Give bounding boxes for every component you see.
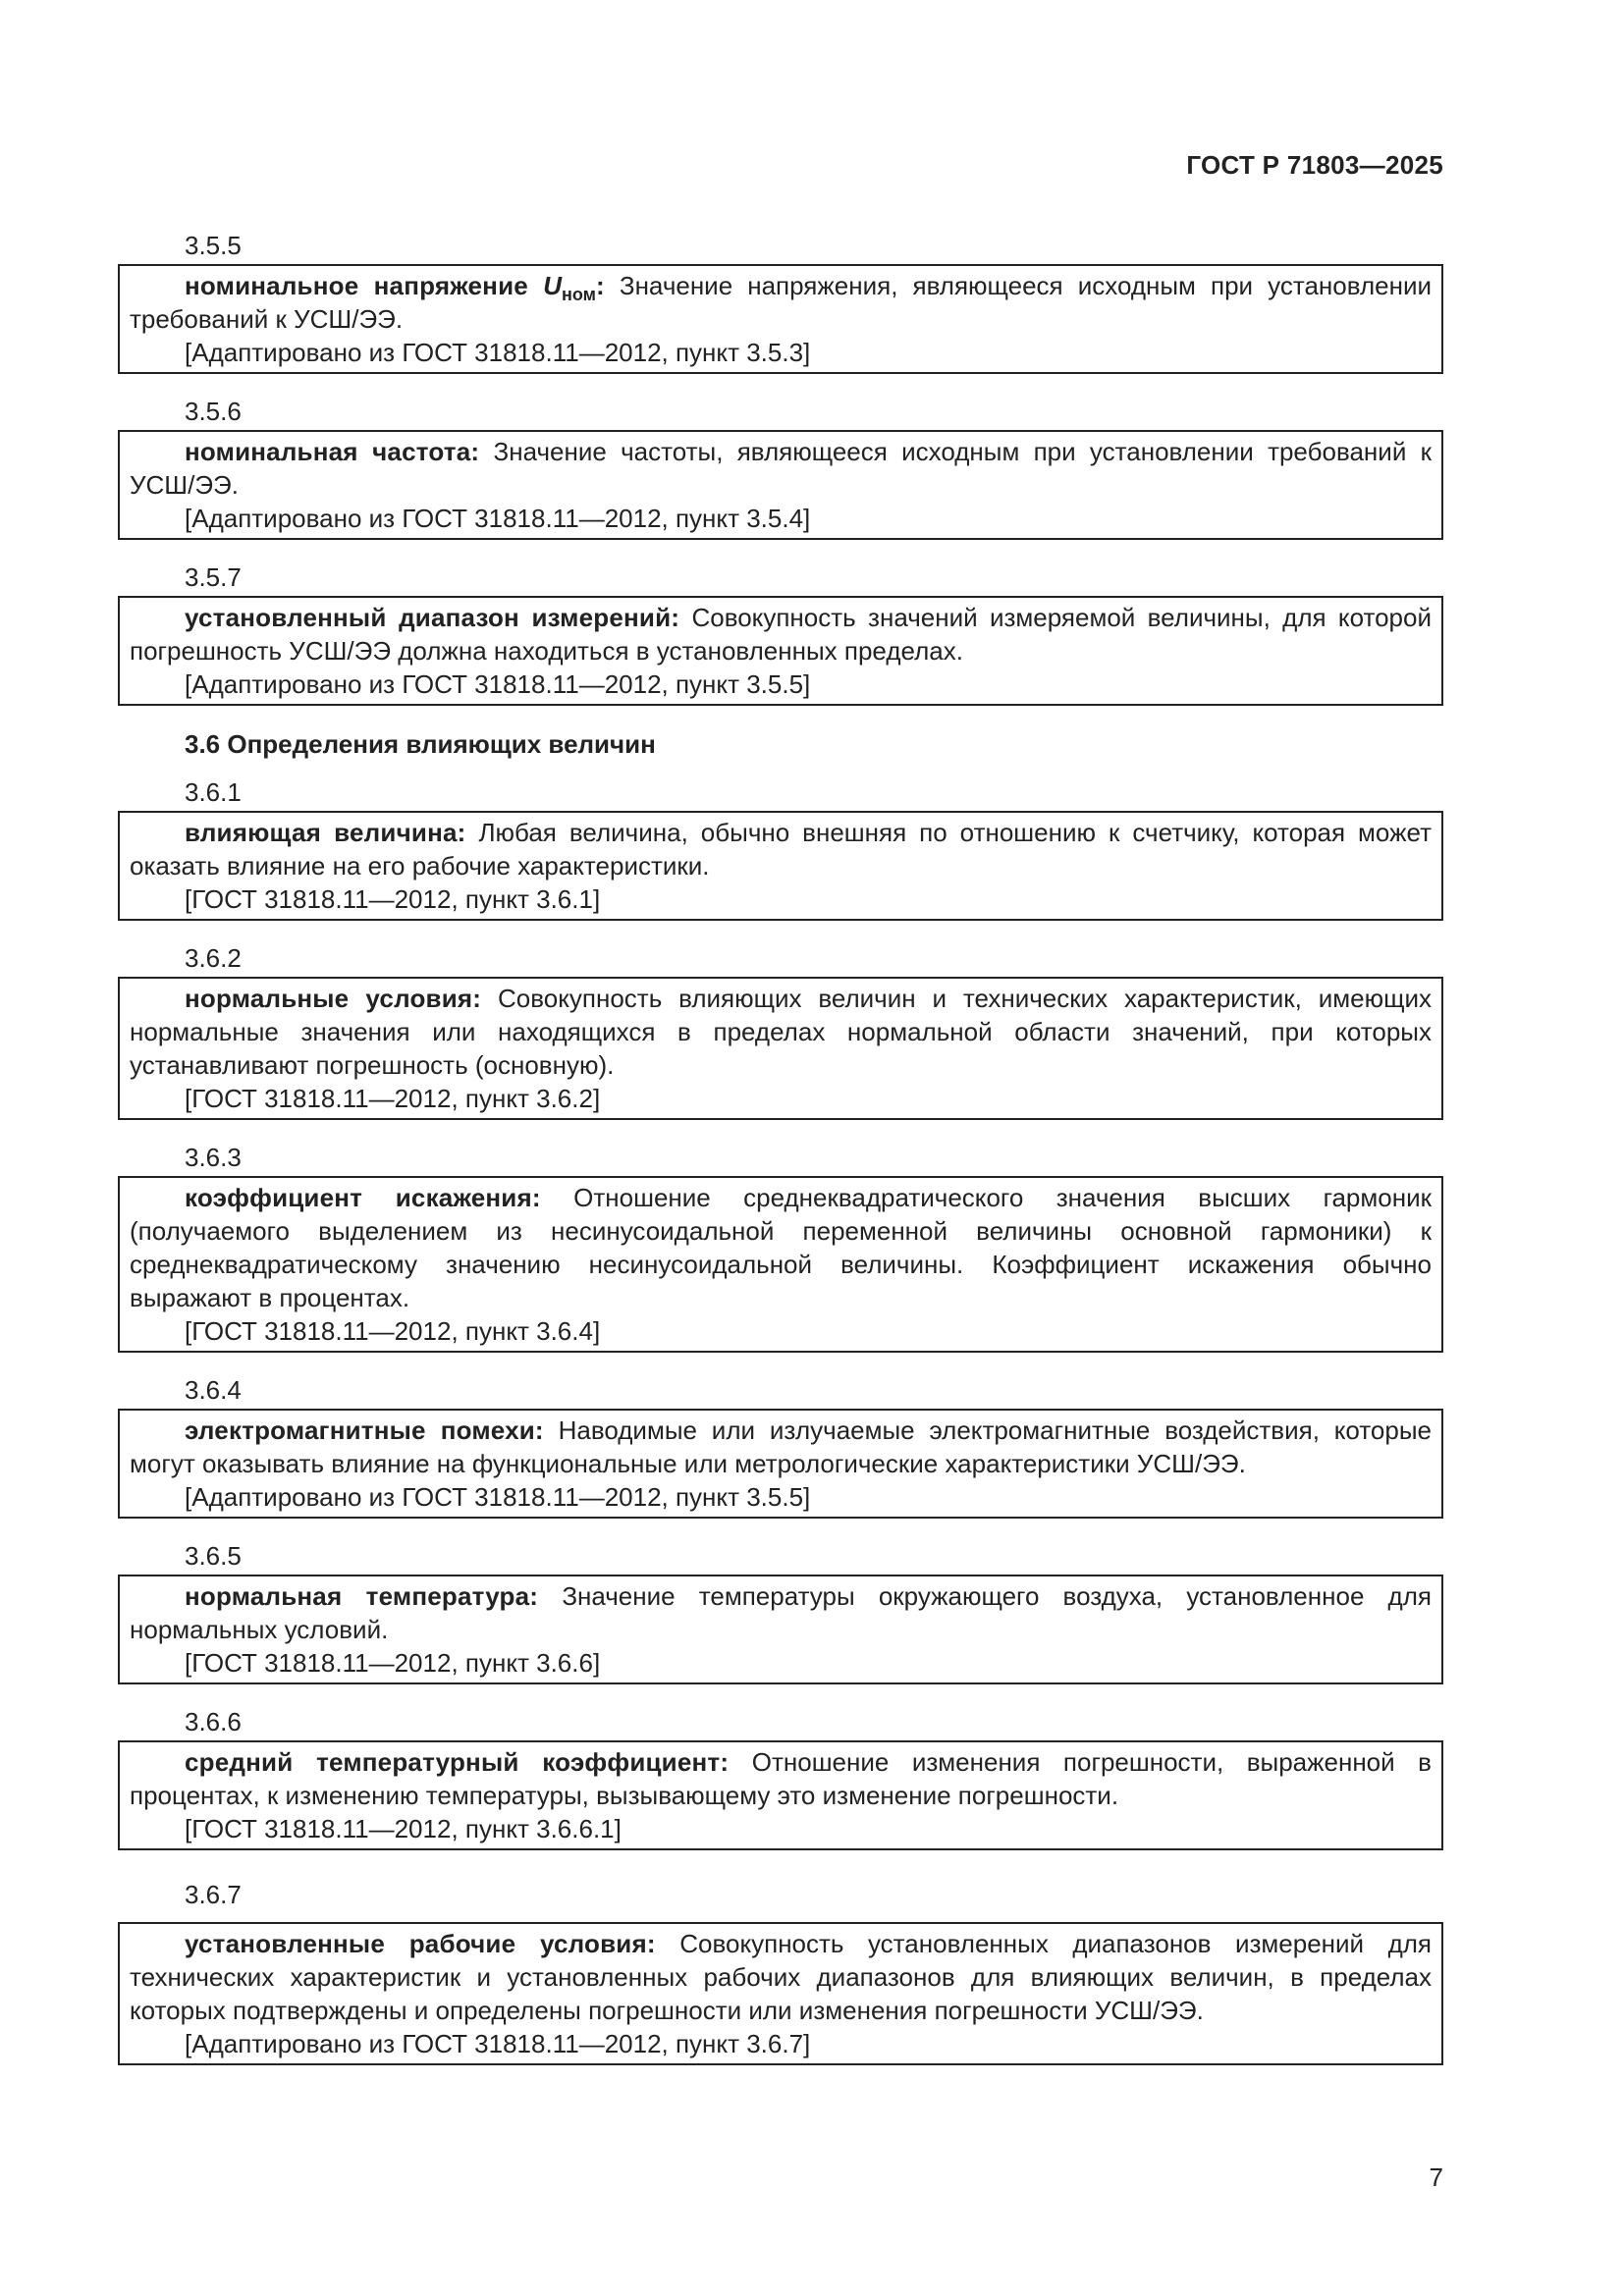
term-definition-box xyxy=(118,596,1443,706)
term-source: [ГОСТ 31818.11—2012, пункт 3.6.6] xyxy=(185,1648,601,1678)
term-source: [Адаптировано из ГОСТ 31818.11—2012, пункт 3.5.4] xyxy=(185,504,811,533)
term-name: номинальное напряжение xyxy=(185,271,544,300)
term-number: 3.6.6 xyxy=(185,1707,242,1736)
page-number: 7 xyxy=(1429,2163,1443,2192)
term-name: номинальная частота: xyxy=(185,437,480,466)
term-number: 3.6.4 xyxy=(185,1375,242,1405)
term-name: коэффициент искажения: xyxy=(185,1183,541,1212)
term-number: 3.6.2 xyxy=(185,943,242,973)
definition-text: Совокупность значений измеряемой величины, для которой погрешность УСШ/ЭЭ должна находиться в установленных пределах. xyxy=(130,603,1432,666)
term-definition xyxy=(130,1181,1432,1314)
term-source: [ГОСТ 31818.11—2012, пункт 3.6.2] xyxy=(185,1084,601,1113)
term-name: нормальные условия: xyxy=(185,984,482,1013)
term-definition xyxy=(130,1579,1432,1646)
term-definition-box xyxy=(118,977,1443,1120)
definition-text: Отношение среднеквадратического значения высших гармоник (получаемого выделением из несинусоидальной переменной величины основной гармоники) к среднеквадратическому значению несинусоидальной величины. Коэффициент искажения обычно выражают в процентах. xyxy=(130,1183,1432,1312)
term-definition xyxy=(130,269,1432,336)
definition-text: Любая величина, обычно внешняя по отношению к счетчику, которая может оказать влияние на его рабочие характеристики. xyxy=(130,818,1432,881)
term-definition-box xyxy=(118,1409,1443,1519)
term-source: [ГОСТ 31818.11—2012, пункт 3.6.4] xyxy=(185,1316,601,1346)
term-number: 3.5.7 xyxy=(185,562,242,592)
term-source: [Адаптировано из ГОСТ 31818.11—2012, пункт 3.6.7] xyxy=(185,2029,811,2058)
term-name: влияющая величина: xyxy=(185,818,466,847)
term-name: установленные рабочие условия: xyxy=(185,1929,656,1958)
term-number: 3.6.1 xyxy=(185,777,242,807)
definition-text: Отношение изменения погрешности, выраженной в процентах, к изменению температуры, вызывающему это изменение погрешности. xyxy=(130,1747,1432,1810)
term-definition xyxy=(130,435,1432,502)
term-definition xyxy=(130,816,1432,882)
term-definition xyxy=(130,1414,1432,1480)
term-number: 3.6.5 xyxy=(185,1541,242,1571)
term-number: 3.5.5 xyxy=(185,231,242,260)
term-definition-box xyxy=(118,264,1443,374)
term-colon: : xyxy=(595,271,605,300)
term-source: [ГОСТ 31818.11—2012, пункт 3.6.1] xyxy=(185,884,601,914)
term-symbol: U xyxy=(543,271,562,300)
term-source: [Адаптировано из ГОСТ 31818.11—2012, пункт 3.5.3] xyxy=(185,338,811,367)
term-name: установленный диапазон измерений: xyxy=(185,603,680,632)
term-number: 3.5.6 xyxy=(185,397,242,426)
definition-text: Значение температуры окружающего воздуха, установленное для нормальных условий. xyxy=(130,1581,1432,1644)
term-source: [Адаптировано из ГОСТ 31818.11—2012, пункт 3.5.5] xyxy=(185,1482,811,1512)
term-definition-box xyxy=(118,430,1443,540)
term-number: 3.6.7 xyxy=(185,1880,242,1909)
term-symbol-subscript: ном xyxy=(561,285,596,304)
section-heading: 3.6 Определения влияющих величин xyxy=(185,729,656,759)
definition-text: Значение частоты, являющееся исходным при установлении требований к УСШ/ЭЭ. xyxy=(130,437,1432,500)
term-source: [ГОСТ 31818.11—2012, пункт 3.6.6.1] xyxy=(185,1814,622,1843)
document-id-header: ГОСТ Р 71803—2025 xyxy=(1186,150,1443,180)
definition-text: Наводимые или излучаемые электромагнитные воздействия, которые могут оказывать влияние на функциональные или метрологические характеристики УСШ/ЭЭ. xyxy=(130,1415,1432,1478)
term-name: электромагнитные помехи: xyxy=(185,1415,544,1445)
definition-text: Значение напряжения, являющееся исходным при установлении требований к УСШ/ЭЭ. xyxy=(130,271,1432,334)
term-definition-box xyxy=(118,811,1443,921)
term-definition xyxy=(130,601,1432,667)
term-definition-box xyxy=(118,1176,1443,1353)
term-definition xyxy=(130,1745,1432,1812)
term-definition xyxy=(130,982,1432,1082)
term-definition-box xyxy=(118,1740,1443,1850)
term-name: средний температурный коэффициент: xyxy=(185,1747,730,1777)
definition-text: Совокупность влияющих величин и технических характеристик, имеющих нормальные значения или находящихся в пределах нормальной области значений, при которых устанавливают погрешность (основную). xyxy=(130,984,1432,1080)
definition-text: Совокупность установленных диапазонов измерений для технических характеристик и установленных рабочих диапазонов для влияющих величин, в пределах которых подтверждены и определены погрешности или изменения погрешности УСШ/ЭЭ. xyxy=(130,1929,1432,2025)
term-definition-box xyxy=(118,1575,1443,1684)
term-source: [Адаптировано из ГОСТ 31818.11—2012, пункт 3.5.5] xyxy=(185,669,811,699)
term-number: 3.6.3 xyxy=(185,1143,242,1172)
term-definition-box xyxy=(118,1922,1443,2065)
term-definition xyxy=(130,1927,1432,2027)
term-name: нормальная температура: xyxy=(185,1581,539,1611)
